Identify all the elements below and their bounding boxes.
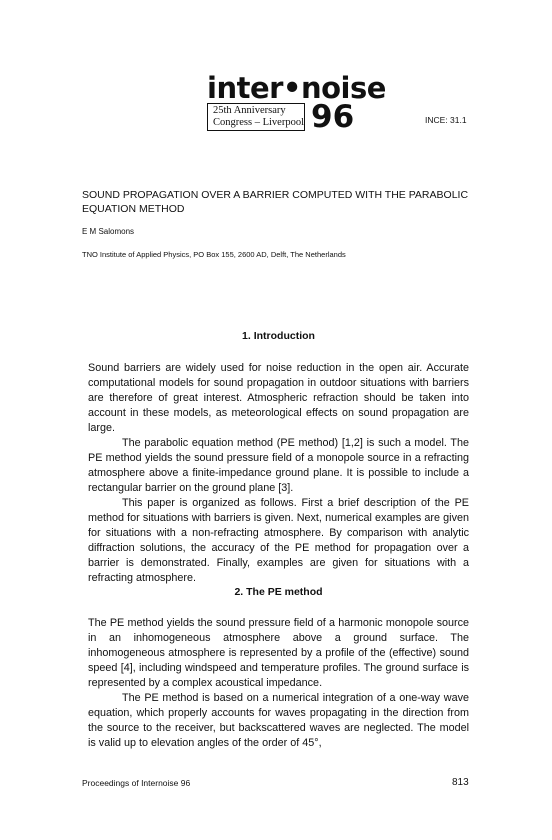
author-affiliation: TNO Institute of Applied Physics, PO Box 155, 2600 AD, Delft, The Netherlands (82, 250, 346, 259)
conference-logo (207, 71, 386, 135)
paper-title: SOUND PROPAGATION OVER A BARRIER COMPUTED WITH THE PARABOLIC EQUATION METHOD (82, 189, 469, 215)
page-number: 813 (452, 777, 469, 788)
paragraph: The PE method is based on a numerical integration of a one-way wave equation, which properly accounts for waves propagating in the direction from the source to the receiver, but backscattered waves are neglected. The model is valid up to elevation angles of the order of 45°, (88, 692, 469, 749)
logo-box-line1: 25th Anniversary (213, 105, 286, 116)
ince-code: INCE: 31.1 (425, 115, 467, 125)
logo-box-line2: Congress – Liverpool (213, 117, 304, 128)
section-body-introduction (88, 361, 469, 586)
paragraph: Sound barriers are widely used for noise reduction in the open air. Accurate computational models for sound propagation in outdoor situations with barriers are therefore of great interest. Atmospheric refraction should be taken into account in these models, as meteorological effects on sound propagation are large. (88, 362, 469, 434)
logo-anniversary-box (207, 103, 305, 131)
logo-wordmark: inter•noise (207, 71, 386, 105)
section-heading-pe-method: 2. The PE method (234, 586, 323, 598)
paragraph: This paper is organized as follows. First a brief description of the PE method for situations with barriers is given. Next, numerical examples are given for situations with a non-refracting atmosphere. By comparison with analytic diffraction solutions, the accuracy of the PE method for propagation over a barrier is demonstrated. Finally, examples are given for situations with a refracting atmosphere. (88, 497, 469, 584)
logo-year: 96 (311, 99, 355, 135)
footer-proceedings: Proceedings of Internoise 96 (82, 778, 191, 788)
section-body-pe-method (88, 616, 469, 751)
paragraph: The parabolic equation method (PE method) [1,2] is such a model. The PE method yields the sound pressure field of a monopole source in a refracting atmosphere above a finite-impedance ground plane. It is possible to include a rectangular barrier on the ground plane [3]. (88, 437, 469, 494)
author-name: E M Salomons (82, 227, 135, 236)
paragraph: The PE method yields the sound pressure field of a harmonic monopole source in an inhomogeneous atmosphere above a ground surface. The inhomogeneous atmosphere is represented by a profile of the (effective) sound speed [4], including windspeed and temperature profiles. The ground surface is represented by a complex acoustical impedance. (88, 617, 469, 689)
section-heading-introduction: 1. Introduction (242, 330, 315, 342)
